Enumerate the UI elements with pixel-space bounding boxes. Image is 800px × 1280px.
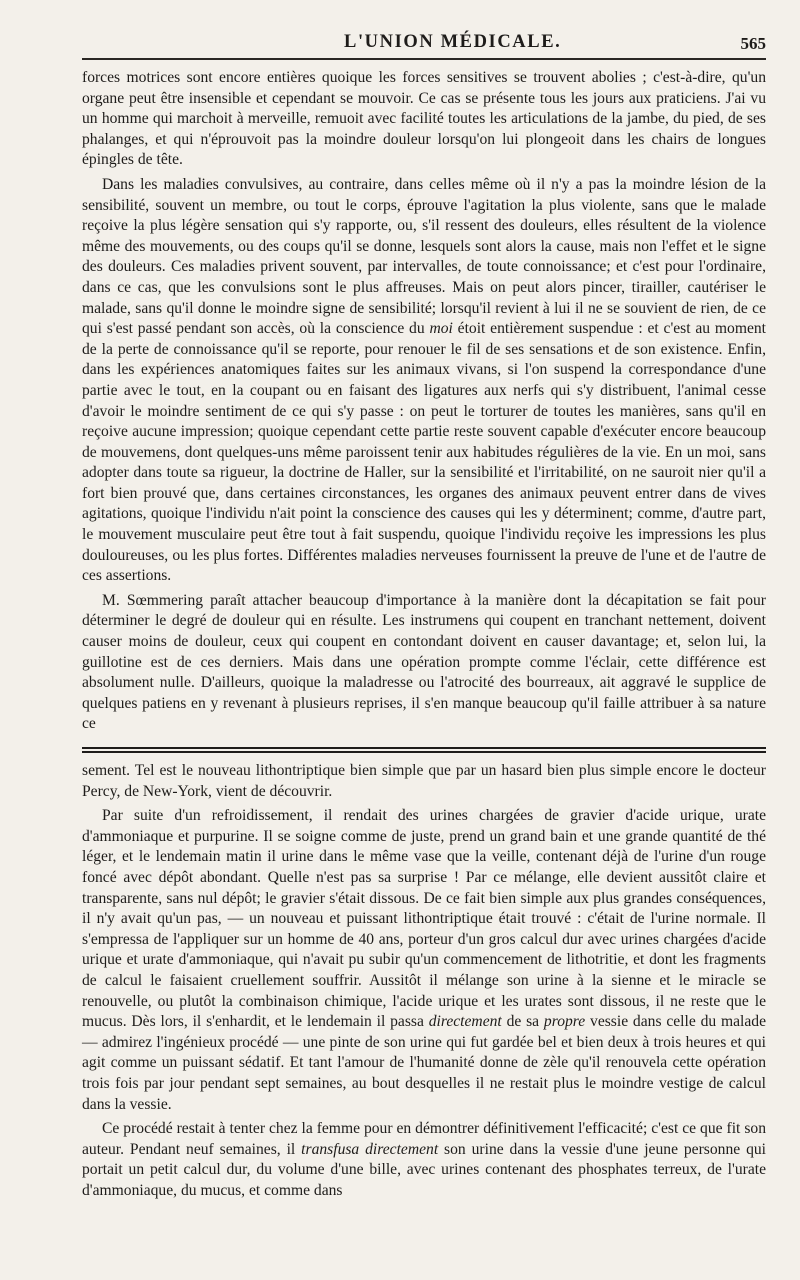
paragraph-text: Dans les maladies convulsives, au contraire, dans celles même où il n'y a pas la moindre lésion de la sensibilité, souvent un membre, ou tout le corps, éprouve l'agitation la plus violente, sans que le malade reçoive la plus légère sensation qui s'y rapporte, ou, s'il ressent des douleurs, elles résultent de la violence même des mouvements, ou des coups qu'il se donne, lesquels sont alors la cause, mais non l'effet et le signe des douleurs. Ces maladies privent souvent, par intervalles, de toute connoissance; et c'est pour l'ordinaire, dans ce cas, que les convulsions sont le plus affreuses. Mais on peut alors pincer, tirailler, cautériser le malade, sans qu'il donne le moindre signe de sensibilité; lorsqu'il revient à lui il ne se souvient de rien, de ce qui s'est passé pendant son accès, où la conscience du [82,175,766,338]
italic-word: transfusa directement [301,1140,439,1158]
paragraph-text: étoit entièrement suspendue : et c'est au moment de la perte de connoissance qu'il se reporte, pour renouer le fil de ses sensations et de son existence. Enfin, dans les expériences anatomiques faites sur les animaux vivans, si l'on suspend la correspondance d'une partie avec le tout, en la coupant ou en faisant des ligatures aux nerfs qui s'y distribuent, l'animal cesse d'avoir le moindre sentiment de ce qui s'y passe : on peut le torturer de toutes les manières, sans qu'il en reçoive aucune impression; quoique cependant cette partie reste souvent capable d'exécuter encore beaucoup de mouvemens, dont quelques-uns même paroissent tenir aux habitudes régulières de la vie. En un moi, sans adopter dans toute sa rigueur, la doctrine de Haller, sur la sensibilité et l'irritabilité, on ne sauroit nier qu'il a fort bien prouvé que, dans certaines circonstances, les organes des animaux peuvent entrer dans de vives agitations, quoique l'individu n'ait point la conscience des causes qui les y déterminent; comme, d'autre part, le mouvement musculaire peut être tout à fait suspendu, quoique l'individu reçoive les impressions les plus douloureuses, ou les plus fortes. Différentes maladies nerveuses fournissent la preuve de l'une et de l'autre de ces assertions. [82,320,767,585]
paragraph: forces motrices sont encore entières quoique les forces sensitives se trouvent abolies ; c'est-à-dire, qu'un organe peut être insensible et cependant se mouvoir. Ce cas se présente tous les jours aux praticiens. J'ai vu un homme qui marchoit à merveille, remuoit avec facilité toutes les articulations de la jambe, du pied, de ses phalanges, et qui n'éprouvoit pas la moindre douleur lorsqu'on lui plongeoit dans les chairs de longues épingles de tête. [82,69,766,169]
section-divider [82,747,766,753]
paragraph-text: vessie dans celle du malade — admirez l'ingénieux procédé — une pinte de son urine qui fut gardée bel et bien deux à trois heures et qui agit comme un puissant sédatif. Et tant l'amour de l'humanité donne de zèle qu'il renouvela cette opération trois fois par jour pendant sept semaines, au bout desquelles il ne restait plus le moindre vestige de calcul dans la vessie. [82,1013,767,1113]
paragraph [82,1119,766,1201]
lower-article [82,761,766,1201]
page-header [82,28,766,58]
paragraph-text: Ce procédé restait à tenter chez la femme pour en démontrer définitivement l'efficacité; c'est ce que fit son auteur. Pendant neuf semaines, il [82,1120,766,1158]
paragraph [82,175,766,587]
paragraph-text: Par suite d'un refroidissement, il rendait des urines chargées de gravier d'acide urique, urate d'ammoniaque et purpurine. Il se soigne comme de juste, prend un grand bain et une grande quantité de thé léger, et le lendemain matin il urine dans le même vase que la veille, contenant déjà de l'urine d'un rouge foncé avec dépôt abondant. Quelle n'est pas sa surprise ! Par ce mélange, elle devient aussitôt claire et transparente, sans nul dépôt; le gravier s'était dissous. De ce fait bien simple aux plus grandes conséquences, il n'y avait qu'un pas, — un nouveau et puissant lithontriptique était trouvé : c'était de l'urine normale. Il s'empressa de l'appliquer sur un homme de 40 ans, porteur d'un gros calcul dur avec urines chargées d'acide urique et urate d'ammoniaque, qui n'avait pu subir qu'un commencement de lithotritie, et dont les fragments de calcul le faisaient cruellement souffrir. Aussitôt il mélange son urine à la sienne et le miracle se renouvelle, ou plutôt la combinaison chimique, l'acide urique et les urates sont dissous, il ne reste que le mucus. Dès lors, il s'enhardit, et le lendemain il passa [82,807,766,1031]
paragraph: sement. Tel est le nouveau lithontriptique bien simple que par un hasard bien plus simple encore le docteur Percy, de New-York, vient de découvrir. [82,762,766,800]
page-number: 565 [740,34,766,53]
italic-word: moi [429,320,453,338]
header-rule [82,58,766,60]
paragraph [82,806,766,1115]
upper-article [82,68,766,735]
journal-title: L'UNION MÉDICALE. [344,32,562,52]
italic-word: directement [428,1013,502,1031]
paragraph: M. Sœmmering paraît attacher beaucoup d'importance à la manière dont la décapitation se fait pour déterminer le degré de douleur qui en résulte. Les instrumens qui coupent en tranchant nettement, doivent causer moins de douleur, ceux qui coupent en contondant doivent en causer davantage; et, selon lui, la guillotine est de ces derniers. Mais dans une opération prompte comme l'éclair, cette différence est absolument nulle. D'ailleurs, quoique la maladresse ou l'atrocité des bourreaux, ait aggravé le supplice de quelques patiens en y revenant à plusieurs reprises, il s'en manque beaucoup qu'il faille attribuer à sa nature ce [82,591,766,733]
italic-word: propre [543,1013,586,1031]
paragraph-text: son urine dans la vessie d'une jeune personne qui portait un petit calcul dur, du volume d'une bille, avec urines contenant des phosphates terreux, de l'urate d'ammoniaque, du mucus, et comme dans [82,1140,766,1199]
paragraph-text: de sa [501,1013,544,1031]
